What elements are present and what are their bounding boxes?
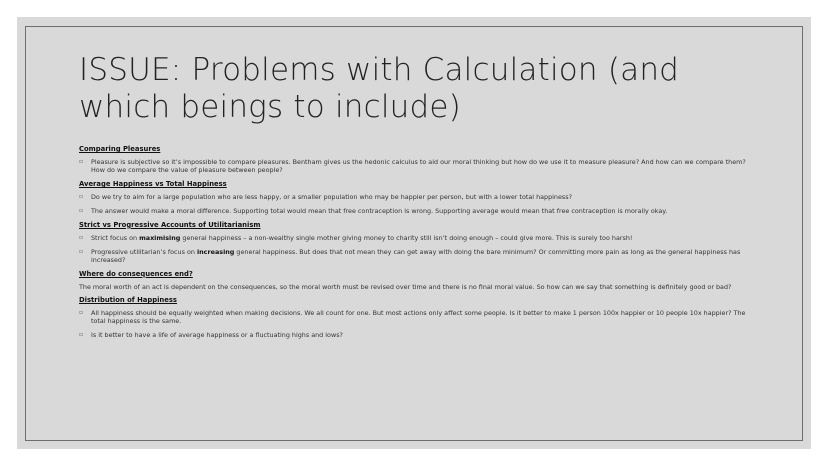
bullet-item: ▫ All happiness should be equally weighted when making decisions. We all count for one. But most actions only affect some people. Is it better to make 1 person 100x happier or 10 people 10x happier? The total happiness is the same. xyxy=(79,309,749,325)
section-heading: Average Happiness vs Total Happiness xyxy=(79,180,227,189)
bullet-emphasis: maximising xyxy=(139,233,181,242)
bullet-emphasis: increasing xyxy=(196,247,235,256)
bullet-item xyxy=(79,248,749,264)
section-strict-vs-progressive xyxy=(79,221,749,264)
bullet-item: ▫ The answer would make a moral difference. Supporting total would mean that free contraception is wrong. Supporting average would mean that free contraception is morally okay. xyxy=(79,207,749,215)
bullet-list xyxy=(79,158,749,174)
section-heading: Comparing Pleasures xyxy=(79,145,161,153)
section-heading: Strict vs Progressive Accounts of Utilitarianism xyxy=(79,220,261,229)
section-comparing-pleasures xyxy=(79,145,749,175)
bullet-item: ▫ Do we try to aim for a large population who are less happy, or a smaller population who may be happier per person, but with a lower total happiness? xyxy=(79,193,749,201)
section-average-vs-total xyxy=(79,180,749,215)
bullet-list xyxy=(79,234,749,264)
section-where-consequences-end xyxy=(79,270,749,291)
section-heading: Where do consequences end? xyxy=(79,269,193,278)
bullet-text: general happiness – a non-wealthy single mother giving money to charity still isn’t doing enough – could give more. This is surely too harsh! xyxy=(180,233,633,242)
bullet-text: Progressive utilitarian’s focus on xyxy=(91,247,197,256)
slide xyxy=(17,17,811,449)
section-heading: Distribution of Happiness xyxy=(79,295,177,304)
section-paragraph: The moral worth of an act is dependent on the consequences, so the moral worth must be revised over time and there is no final moral value. So how can we say that something is definitely good or bad? xyxy=(79,282,732,291)
bullet-item xyxy=(79,234,749,242)
bullet-list xyxy=(79,309,749,339)
bullet-item: ▫ Is it better to have a life of average happiness or a fluctuating highs and lows? xyxy=(79,331,749,339)
bullet-text: general happiness. But does that not mean they can get away with doing the bare minimum? Or committing more pain as long as the general happiness has increased? xyxy=(91,247,741,264)
bullet-item: ▫ Pleasure is subjective so it’s impossible to compare pleasures. Bentham gives us the hedonic calculus to aid our moral thinking but how do we use it to measure pleasure? And how can we compare them? How do we compare the value of pleasure between people? xyxy=(79,158,749,174)
slide-title: ISSUE: Problems with Calculation (and which beings to include) xyxy=(79,52,680,125)
bullet-text: Strict focus on xyxy=(91,233,140,242)
bullet-list xyxy=(79,193,749,215)
section-distribution-of-happiness xyxy=(79,296,749,339)
slide-content xyxy=(79,145,749,345)
